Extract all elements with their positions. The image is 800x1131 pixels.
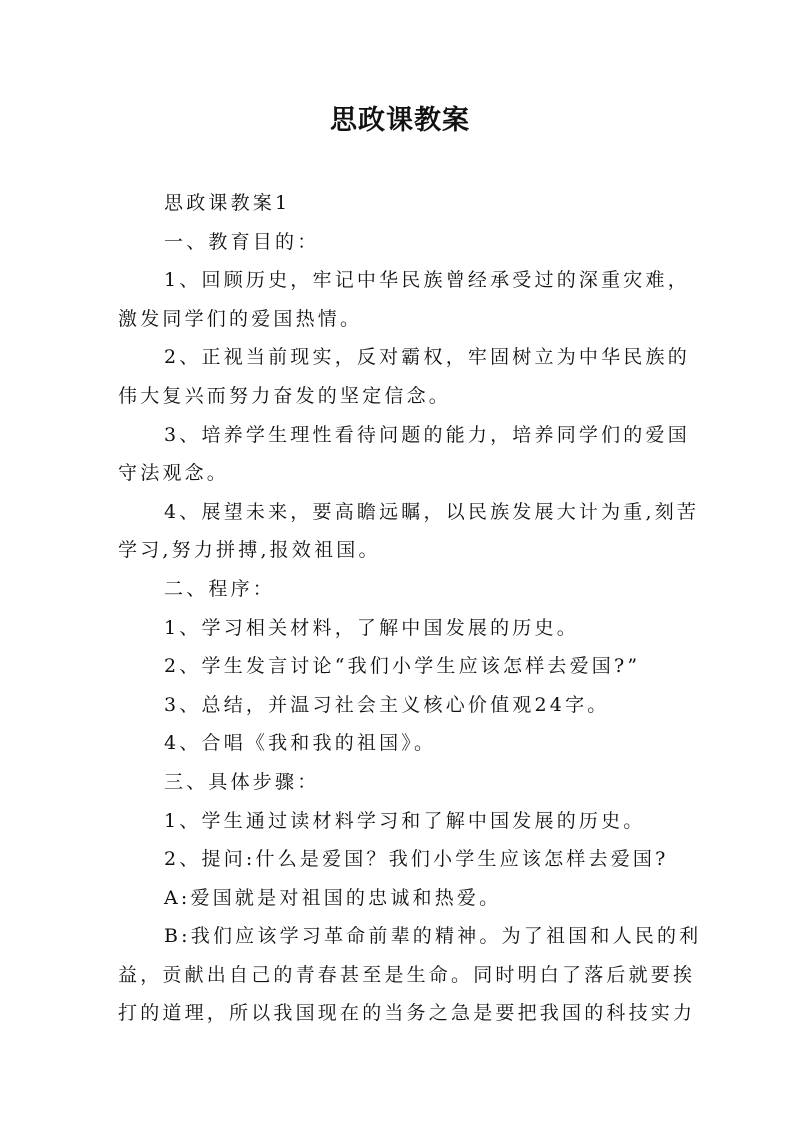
procedure-item-3: 3、总结，并温习社会主义核心价值观24字。 xyxy=(164,693,610,716)
goal-4-line-2: 学习,努力拼搏,报效祖国。 xyxy=(118,539,381,562)
document-body xyxy=(118,184,702,1033)
answer-b-line-2: 益，贡献出自己的青春甚至是生命。同时明白了落后就要挨 xyxy=(118,963,696,986)
goal-2-line-2: 伟大复兴而努力奋发的坚定信念。 xyxy=(118,384,452,407)
procedure-item-2: 2、学生发言讨论“我们小学生应该怎样去爱国?” xyxy=(164,655,641,678)
answer-a: A:爱国就是对祖国的忠诚和热爱。 xyxy=(164,886,502,909)
answer-b-line-3: 打的道理，所以我国现在的当务之急是要把我国的科技实力 xyxy=(118,1002,696,1025)
step-item-1: 1、学生通过读材料学习和了解中国发展的历史。 xyxy=(164,809,646,832)
answer-b-line-1: B:我们应该学习革命前辈的精神。为了祖国和人民的利 xyxy=(164,925,702,948)
goal-1-line-1: 1、回顾历史，牢记中华民族曾经承受过的深重灾难， xyxy=(164,269,690,292)
section-heading-steps: 三、具体步骤： xyxy=(164,770,320,793)
goal-1-line-2: 激发同学们的爱国热情。 xyxy=(118,307,363,330)
procedure-item-4: 4、合唱《我和我的祖国》。 xyxy=(164,732,437,755)
goal-3-line-1: 3、培养学生理性看待问题的能力，培养同学们的爱国 xyxy=(164,423,690,446)
section-heading-procedure: 二、程序： xyxy=(164,577,276,600)
goal-3-line-2: 守法观念。 xyxy=(118,462,230,485)
section-heading-goals: 一、教育目的： xyxy=(164,230,320,253)
step-item-2: 2、提问:什么是爱国？我们小学生应该怎样去爱国? xyxy=(164,848,669,871)
document-title: 思政课教案 xyxy=(330,105,470,136)
goal-4-line-1: 4、展望未来，要高瞻远瞩，以民族发展大计为重,刻苦 xyxy=(164,500,700,523)
lesson-heading: 思政课教案1 xyxy=(164,192,291,214)
procedure-item-1: 1、学习相关材料，了解中国发展的历史。 xyxy=(164,616,579,639)
goal-2-line-1: 2、正视当前现实，反对霸权，牢固树立为中华民族的 xyxy=(164,346,690,369)
